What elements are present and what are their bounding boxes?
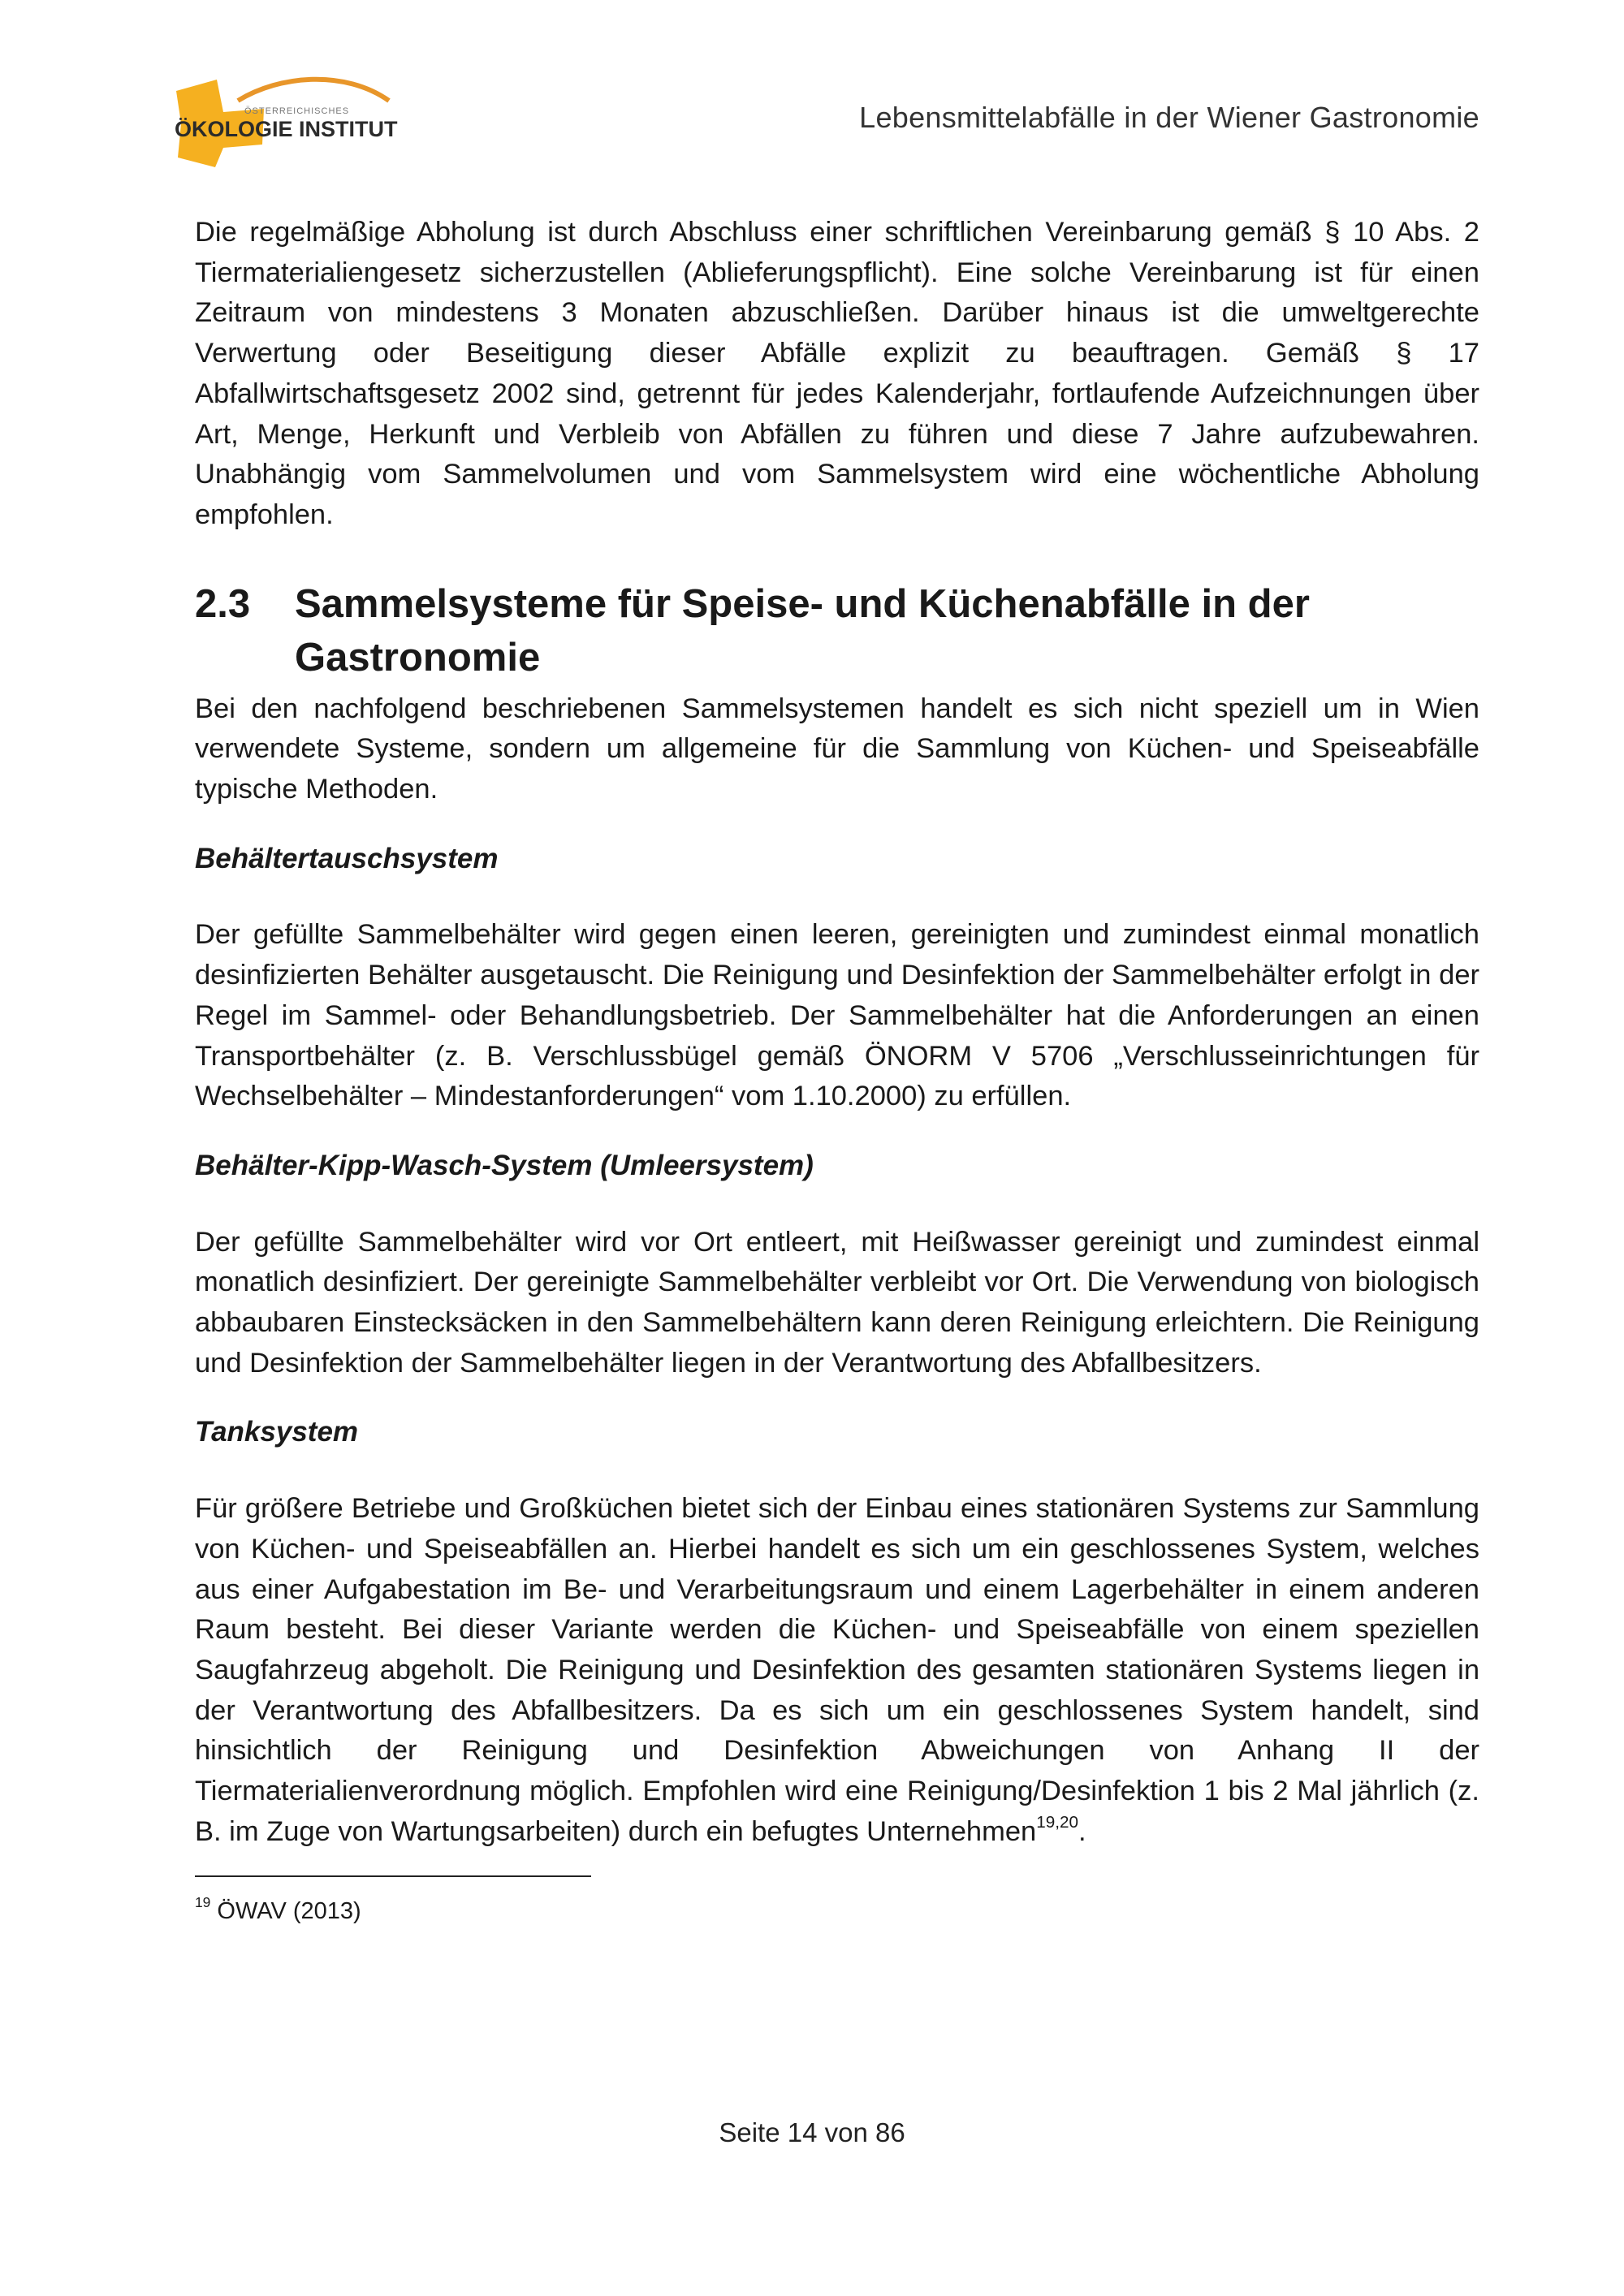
footnote-reference: 19,20: [1036, 1813, 1078, 1832]
page-number: Seite 14 von 86: [719, 2117, 905, 2147]
footnote-text: ÖWAV (2013): [217, 1897, 361, 1924]
section-heading: [195, 577, 1479, 684]
footnote: [195, 1895, 1479, 1927]
footnote-divider: [195, 1875, 591, 1877]
subheading-tanksystem: Tanksystem: [195, 1416, 359, 1448]
header-title: Lebensmittelabfälle in der Wiener Gastronomie: [859, 101, 1479, 134]
logo-line2: ÖKOLOGIE INSTITUT: [175, 117, 398, 141]
paragraph-abholung: Die regelmäßige Abholung ist durch Abschluss einer schriftlichen Vereinbarung gemäß § 10 Abs. 2 Tiermaterialiengesetz sicherzustellen (Ablieferungspflicht). Eine solche Vereinbarung ist für einen Zeitraum von mindestens 3 Monaten abzuschließen. Darüber hinaus ist die umweltgerechte Verwertung oder Beseitigung dieser Abfälle explizit zu beauftragen. Gemäß § 17 Abfallwirtschaftsgesetz 2002 sind, getrennt für jedes Kalenderjahr, fortlaufende Aufzeichnungen über Art, Menge, Herkunft und Verbleib von Abfällen zu führen und diese 7 Jahre aufzubewahren. Unabhängig vom Sammelvolumen und vom Sammelsystem wird eine wöchentliche Abholung empfohlen.: [195, 217, 1479, 530]
tanksystem-text: Für größere Betriebe und Großküchen bietet sich der Einbau eines stationären Systems zur Sammlung von Küchen- und Speiseabfällen an. Hierbei handelt es sich um ein geschlossenes System, welches aus einer Aufgabestation im Be- und Verarbeitungsraum und einem Lagerbehälter in einem anderen Raum besteht. Bei dieser Variante werden die Küchen- und Speiseabfälle von einem speziellen Saugfahrzeug abgeholt. Die Reinigung und Desinfektion des gesamten stationären Systems liegen in der Verantwortung des Abfallbesitzers. Da es sich um ein geschlossenes System handelt, sind hinsichtlich der Reinigung und Desinfektion Abweichungen von Anhang II der Tiermaterialienverordnung möglich. Empfohlen wird eine Reinigung/Desinfektion 1 bis 2 Mal jährlich (z. B. im Zuge von Wartungsarbeiten) durch ein befugtes Unternehmen: [195, 1493, 1479, 1847]
logo-arc: [238, 80, 389, 101]
paragraph-behaeltertauschsystem: Der gefüllte Sammelbehälter wird gegen einen leeren, gereinigten und zumindest einmal monatlich desinfizierten Behälter ausgetauscht. Die Reinigung und Desinfektion der Sammelbehälter erfolgt in der Regel im Sammel- oder Behandlungsbetrieb. Der Sammelbehälter hat die Anforderungen an einen Transportbehälter (z. B. Verschlussbügel gemäß ÖNORM V 5706 „Verschlusseinrichtungen für Wechselbehälter – Mindestanforderungen“ vom 1.10.2000) zu erfüllen.: [195, 919, 1479, 1112]
paragraph-kipp-wasch-system: Der gefüllte Sammelbehälter wird vor Ort entleert, mit Heißwasser gereinigt und zumindest einmal monatlich desinfiziert. Der gereinigte Sammelbehälter verbleibt vor Ort. Die Verwendung von biologisch abbaubaren Einstecksäcken in den Sammelbehältern kann deren Reinigung erleichtern. Die Reinigung und Desinfektion der Sammelbehälter liegen in der Verantwortung des Abfallbesitzers.: [195, 1226, 1479, 1379]
subheading-kipp-wasch-system: Behälter-Kipp-Wasch-System (Umleersystem): [195, 1149, 814, 1181]
paragraph-intro: Bei den nachfolgend beschriebenen Sammelsystemen handelt es sich nicht speziell um in Wien verwendete Systeme, sondern um allgemeine für die Sammlung von Küchen- und Speiseabfälle typische Methoden.: [195, 693, 1479, 805]
tanksystem-end: .: [1078, 1815, 1086, 1847]
logo-line1: ÖSTERREICHISCHES: [244, 106, 350, 116]
page-content: [195, 213, 1479, 1927]
paragraph-tanksystem: [195, 1489, 1479, 1852]
footnote-number: 19: [195, 1894, 211, 1911]
section-number: 2.3: [195, 581, 251, 626]
oekologie-institut-logo: [166, 73, 410, 170]
section-title: Sammelsysteme für Speise- und Küchenabfälle in der Gastronomie: [295, 581, 1310, 680]
subheading-behaeltertauschsystem: Behältertauschsystem: [195, 842, 499, 874]
